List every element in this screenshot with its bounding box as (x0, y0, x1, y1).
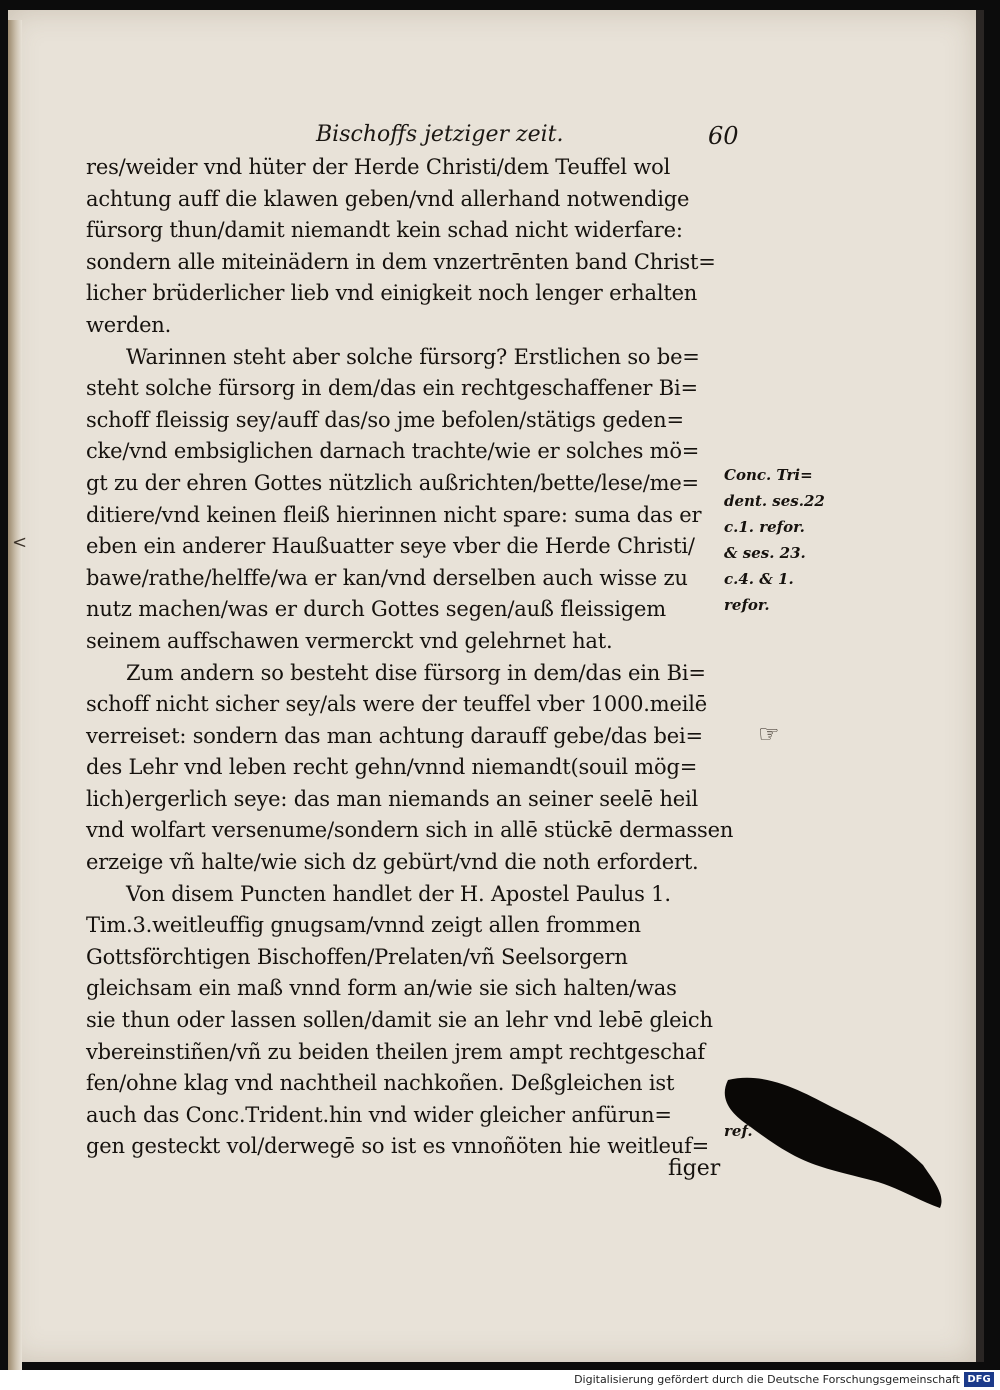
text-line: gleichsam ein maß vnnd form an/wie sie sich halten/was (86, 976, 677, 1001)
text-line: Tim.3.weitleuffig gnugsam/vnnd zeigt allen frommen (86, 913, 641, 938)
text-line: bawe/rathe/helffe/wa er kan/vnd derselben auch wisse zu (86, 565, 688, 590)
text-line: res/weider vnd hüter der Herde Christi/dem Teuffel wol (86, 155, 671, 179)
page-edge (976, 10, 984, 1362)
text-line: des Lehr vnd leben recht gehn/vnnd niemandt(souil mög= (86, 755, 698, 780)
page-number: 60 (708, 122, 739, 150)
body-text (86, 152, 746, 1163)
margin-note: dent. ses.22 (724, 492, 825, 510)
text-line: verreiset: sondern das man achtung darauff gebe/das bei= (86, 723, 703, 748)
margin-note: Conc. Tri= (724, 466, 813, 484)
text-line: achtung auff die klawen geben/vnd allerhand notwendige (86, 186, 690, 211)
footer (0, 1370, 1000, 1390)
text-line: sondern alle miteinädern in dem vnzertrēnten band Christ= (86, 249, 716, 274)
book-page (8, 10, 976, 1362)
text-line: Von disem Puncten handlet der H. Apostel Paulus 1. (126, 881, 671, 906)
text-line: Zum andern so besteht dise fürsorg in dem/das ein Bi= (126, 660, 706, 685)
text-line: lich)ergerlich seye: das man niemands an seiner seelē heil (86, 786, 699, 811)
text-line: gt zu der ehren Gottes nützlich außrichten/bette/lese/me= (86, 470, 699, 495)
margin-note: refor. (724, 596, 770, 614)
running-title: Bischoffs jetziger zeit. (316, 122, 564, 147)
text-line: schoff nicht sicher sey/als were der teuffel vber 1000.meilē (86, 692, 707, 717)
dfg-logo: DFG (964, 1372, 994, 1387)
text-line: werden. (86, 312, 172, 337)
text-line: schoff fleissig sey/auff das/so jme befolen/stätigs geden= (86, 407, 684, 432)
text-line: auch das Conc.Trident.hin vnd wider gleicher anfürun= (86, 1102, 672, 1127)
text-line: erzeige vñ halte/wie sich dz gebürt/vnd die noth erfordert. (86, 850, 699, 875)
text-line: licher brüderlicher lieb vnd einigkeit noch lenger erhalten (86, 281, 698, 306)
text-line: cke/vnd embsiglichen darnach trachte/wie er solches mö= (86, 439, 700, 464)
text-line: sie thun oder lassen sollen/damit sie an lehr vnd lebē gleich (86, 1008, 713, 1033)
margin-notes (724, 462, 824, 618)
footer-credit: Digitalisierung gefördert durch die Deutsche Forschungsgemeinschaft (574, 1373, 960, 1386)
page-spine (8, 20, 22, 1372)
left-margin-mark: < (12, 532, 28, 553)
text-line: Gottsförchtigen Bischoffen/Prelaten/vñ Seelsorgern (86, 944, 628, 969)
text-line: vnd wolfart versenume/sondern sich in allē stückē dermassen (86, 818, 734, 843)
text-line: gen gesteckt vol/derwegē so ist es vnnoñöten hie weitleuf= (86, 1134, 710, 1159)
margin-note: c.1. refor. (724, 518, 805, 536)
burn-damage (708, 1070, 948, 1210)
text-line: fürsorg thun/damit niemandt kein schad nicht widerfare: (86, 218, 683, 243)
text-line: eben ein anderer Haußuatter seye vber die Herde Christi/ (86, 534, 695, 559)
margin-note: c.4. & 1. (724, 570, 794, 588)
text-line: fen/ohne klag vnd nachtheil nachkoñen. Deßgleichen ist (86, 1071, 675, 1096)
text-line: steht solche fürsorg in dem/das ein rechtgeschaffener Bi= (86, 376, 698, 401)
catchword: figer (668, 1156, 721, 1181)
margin-note-bottom: ref. (724, 1122, 753, 1140)
text-line: vbereinstiñen/vñ zu beiden theilen jrem ampt rechtgeschaf (86, 1039, 705, 1064)
text-line: seinem auffschawen vermerckt vnd gelehrnet hat. (86, 628, 613, 653)
text-line: Warinnen steht aber solche fürsorg? Erstlichen so be= (126, 344, 700, 369)
text-line: ditiere/vnd keinen fleiß hierinnen nicht spare: suma das er (86, 502, 702, 527)
margin-note: & ses. 23. (724, 544, 806, 562)
manicule-icon: ☞ (758, 720, 780, 748)
text-line: nutz machen/was er durch Gottes segen/auß fleissigem (86, 597, 666, 622)
